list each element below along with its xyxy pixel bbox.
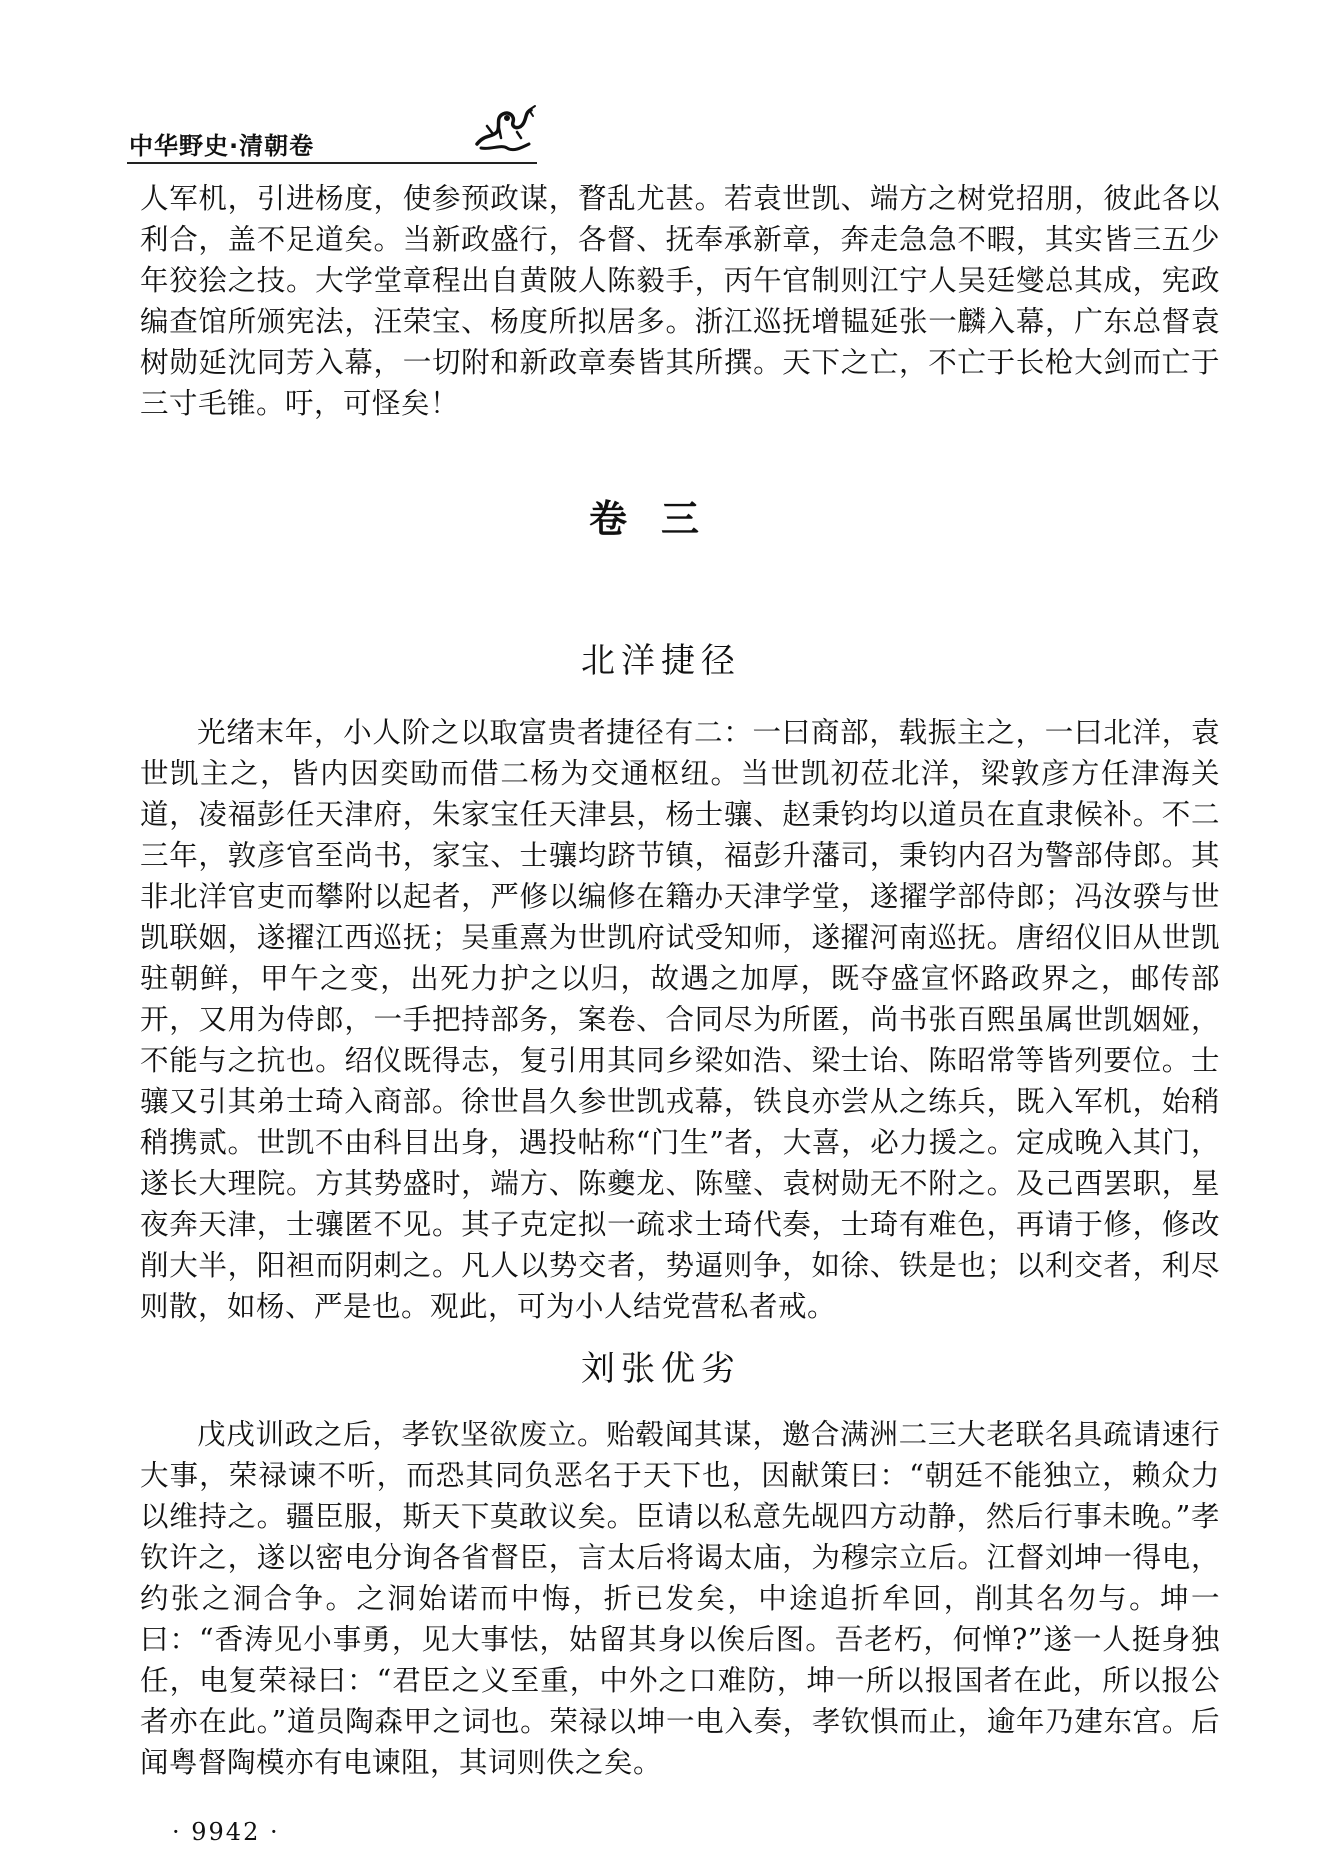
- dragon-ornament-icon: [471, 104, 537, 156]
- section-body-beiyang: [140, 712, 1220, 1327]
- running-header: [127, 104, 537, 164]
- section-title-liuzhang: 刘张优劣: [581, 1349, 741, 1389]
- page-number: · 9942 ·: [172, 1818, 280, 1846]
- section-paragraph: 戊戌训政之后，孝钦坚欲废立。贻毂闻其谋，邀合满洲二三大老联名具疏请速行大事，荣禄谏不听，而恐其同负恶名于天下也，因献策曰：“朝廷不能独立，赖众力以维持之。疆臣服，斯天下莫敢议矣。臣请以私意先觇四方动静，然后行事未晚。”孝钦许之，遂以密电分询各省督臣，言太后将谒太庙，为穆宗立后。江督刘坤一得电，约张之洞合争。之洞始诺而中悔，折已发矣，中途追折牟回，削其名勿与。坤一曰：“香涛见小事勇，见大事怯，姑留其身以俟后图。吾老朽，何惮?”遂一人挺身独任，电复荣禄曰：“君臣之义至重，中外之口难防，坤一所以报国者在此，所以报公者亦在此。”道员陶森甲之词也。荣禄以坤一电入奏，孝钦惧而止，逾年乃建东宫。后闻粤督陶模亦有电谏阻，其词则佚之矣。: [140, 1418, 1220, 1779]
- running-title: 中华野史·清朝卷: [129, 132, 315, 160]
- chapter-heading: 卷三: [588, 497, 733, 541]
- intro-paragraph-block: [140, 178, 1220, 424]
- section-title-beiyang: 北洋捷径: [581, 641, 741, 681]
- section-body-liuzhang: [140, 1414, 1220, 1783]
- intro-paragraph: 人军机，引进杨度，使参预政谋，瞀乱尤甚。若袁世凯、端方之树党招朋，彼此各以利合，盖不足道矣。当新政盛行，各督、抚奉承新章，奔走急急不暇，其实皆三五少年狡狯之技。大学堂章程出自黄陂人陈毅手，丙午官制则江宁人吴廷燮总其成，宪政编查馆所颁宪法，汪荣宝、杨度所拟居多。浙江巡抚增韫延张一麟入幕，广东总督袁树勋延沈同芳入幕，一切附和新政章奏皆其所撰。天下之亡，不亡于长枪大剑而亡于三寸毛锥。吁，可怪矣！: [140, 182, 1220, 420]
- header-rule: [127, 162, 537, 164]
- section-paragraph: 光绪末年，小人阶之以取富贵者捷径有二：一曰商部，载振主之，一曰北洋，袁世凯主之，皆内因奕劻而借二杨为交通枢纽。当世凯初莅北洋，梁敦彦方任津海关道，凌福彭任天津府，朱家宝任天津县，杨士骧、赵秉钧均以道员在直隶候补。不二三年，敦彦官至尚书，家宝、士骧均跻节镇，福彭升藩司，秉钧内召为警部侍郎。其非北洋官吏而攀附以起者，严修以编修在籍办天津学堂，遂擢学部侍郎；冯汝骙与世凯联姻，遂擢江西巡抚；吴重熹为世凯府试受知师，遂擢河南巡抚。唐绍仪旧从世凯驻朝鲜，甲午之变，出死力护之以归，故遇之加厚，既夺盛宣怀路政界之，邮传部开，又用为侍郎，一手把持部务，案卷、合同尽为所匿，尚书张百熙虽属世凯姻娅，不能与之抗也。绍仪既得志，复引用其同乡梁如浩、梁士诒、陈昭常等皆列要位。士骧又引其弟士琦入商部。徐世昌久参世凯戎幕，铁良亦尝从之练兵，既入军机，始稍稍携贰。世凯不由科目出身，遇投帖称“门生”者，大喜，必力援之。定成晚入其门，遂长大理院。方其势盛时，端方、陈夔龙、陈璧、袁树勋无不附之。及己酉罢职，星夜奔天津，士骧匿不见。其子克定拟一疏求士琦代奏，士琦有难色，再请于修，修改削大半，阳袒而阴刺之。凡人以势交者，势逼则争，如徐、铁是也；以利交者，利尽则散，如杨、严是也。观此，可为小人结党营私者戒。: [140, 716, 1220, 1323]
